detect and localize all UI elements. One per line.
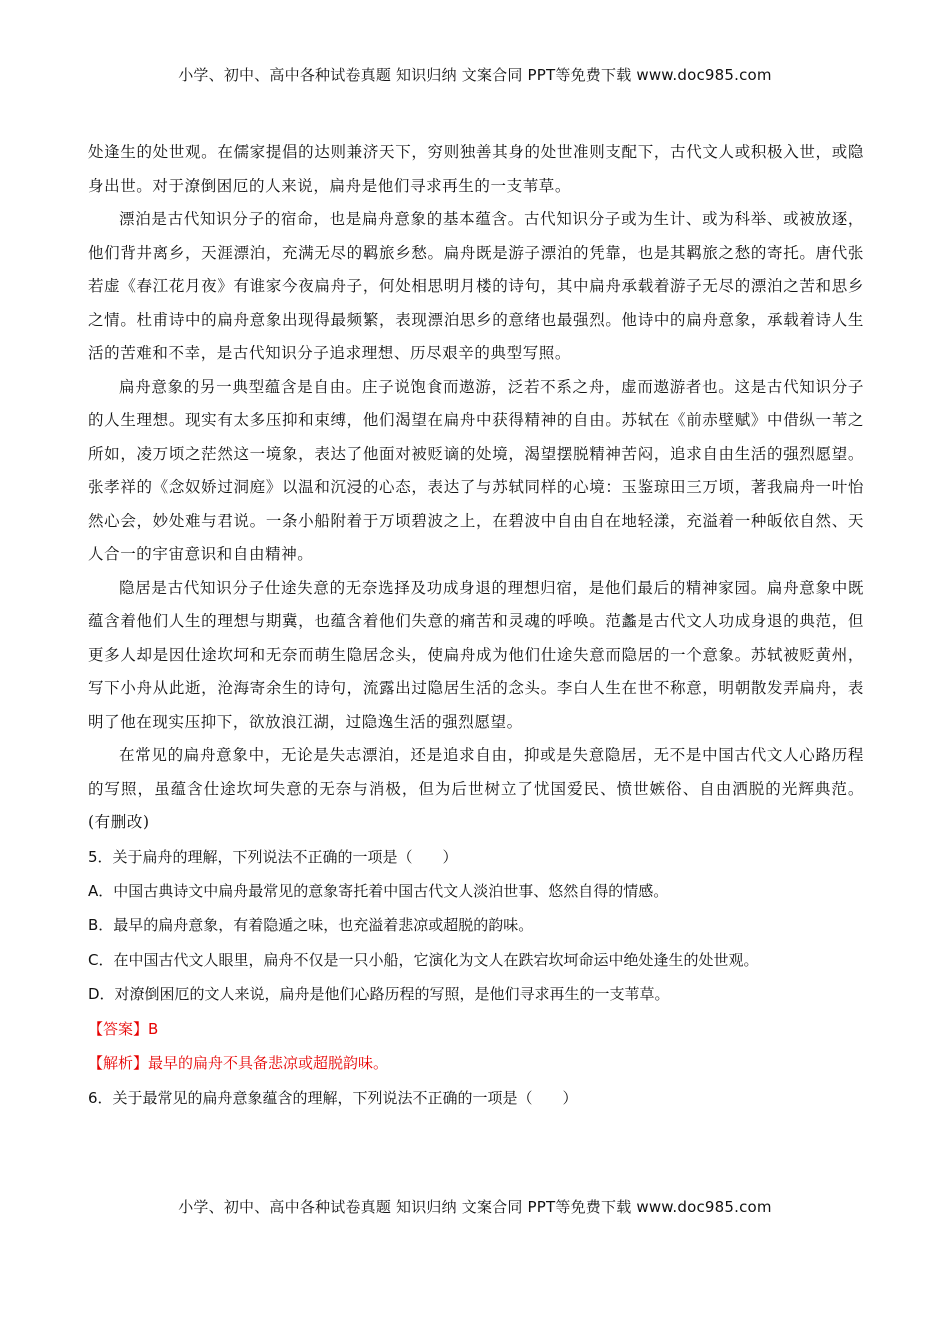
analysis-text: 最早的扁舟不具备悲凉或超脱韵味。 [148,1054,389,1072]
question-5-stem: 5．关于扁舟的理解，下列说法不正确的一项是（ ） [88,847,458,866]
paragraph-wandering: 漂泊是古代知识分子的宿命，也是扁舟意象的基本蕴含。古代知识分子或为生计、或为科举、或被放逐，他们背井离乡，天涯漂泊，充满无尽的羁旅乡愁。扁舟既是游子漂泊的凭靠，也是其羁旅之愁的寄托。唐代张若虚《春江花月夜》有谁家今夜扁舟子，何处相思明月楼的诗句，其中扁舟承载着游子无尽的漂泊之苦和思乡之情。杜甫诗中的扁舟意象出现得最频繁，表现漂泊思乡的意绪也最强烈。他诗中的扁舟意象，承载着诗人生活的苦难和不幸，是古代知识分子追求理想、历尽艰辛的典型写照。 [88,210,864,362]
question-6-stem: 6．关于最常见的扁舟意象蕴含的理解，下列说法不正确的一项是（ ） [88,1088,578,1107]
analysis-label: 【解析】 [88,1054,149,1072]
paragraph-seclusion: 隐居是古代知识分子仕途失意的无奈选择及功成身退的理想归宿，是他们最后的精神家园。扁舟意象中既蕴含着他们人生的理想与期冀，也蕴含着他们失意的痛苦和灵魂的呼唤。范蠡是古代文人功成身退的典范，但更多人却是因仕途坎坷和无奈而萌生隐居念头，使扁舟成为他们仕途失意而隐居的一个意象。苏轼被贬黄州，写下小舟从此逝，沧海寄余生的诗句，流露出过隐居生活的念头。李白人生在世不称意，明朝散发弄扁舟，表明了他在现实压抑下，欲放浪江湖，过隐逸生活的强烈愿望。 [88,578,864,731]
page-footer: 小学、初中、高中各种试卷真题 知识归纳 文案合同 PPT等免费下载 www.doc985.com [178,1198,772,1216]
question-5-option-d: D．对潦倒困厄的文人来说，扁舟是他们心路历程的写照，是他们寻求再生的一支苇草。 [88,985,670,1003]
question-5-option-b: B．最早的扁舟意象，有着隐遁之味，也充溢着悲凉或超脱的韵味。 [88,916,534,934]
paragraph-freedom: 扁舟意象的另一典型蕴含是自由。庄子说饱食而遨游，泛若不系之舟，虚而遨游者也。这是古代知识分子的人生理想。现实有太多压抑和束缚，他们渴望在扁舟中获得精神的自由。苏轼在《前赤壁赋》中借纵一苇之所如，凌万顷之茫然这一境象，表达了他面对被贬谪的处境，渴望摆脱精神苦闷，追求自由生活的强烈愿望。张孝祥的《念奴娇过洞庭》以温和沉浸的心态，表达了与苏轼同样的心境：玉鉴琼田三万顷，著我扁舟一叶怡然心会，妙处难与君说。一条小船附着于万顷碧波之上，在碧波中自由自在地轻漾，充溢着一种皈依自然、天人合一的宇宙意识和自由精神。 [88,377,864,563]
question-5-analysis [88,1046,864,1081]
page-header: 小学、初中、高中各种试卷真题 知识归纳 文案合同 PPT等免费下载 www.doc985.com [178,66,772,84]
question-5-answer [88,1012,864,1047]
question-5-option-a: A．中国古典诗文中扁舟最常见的意象寄托着中国古代文人淡泊世事、悠然自得的情感。 [88,881,669,900]
answer-value: B [148,1019,159,1038]
answer-label: 【答案】 [88,1019,149,1038]
document-body [88,136,864,1115]
paragraph-continuation: 处逢生的处世观。在儒家提倡的达则兼济天下，穷则独善其身的处世准则支配下，古代文人或积极入世，或隐身出世。对于潦倒困厄的人来说，扁舟是他们寻求再生的一支苇草。 [88,143,864,195]
paragraph-conclusion: 在常见的扁舟意象中，无论是失志漂泊，还是追求自由，抑或是失意隐居，无不是中国古代文人心路历程的写照，虽蕴含仕途坎坷失意的无奈与消极，但为后世树立了忧国爱民、愤世嫉俗、自由洒脱的光辉典范。(有删改) [88,746,864,831]
question-5-option-c: C．在中国古代文人眼里，扁舟不仅是一只小船，它演化为文人在跌宕坎坷命运中绝处逢生的处世观。 [88,950,759,969]
